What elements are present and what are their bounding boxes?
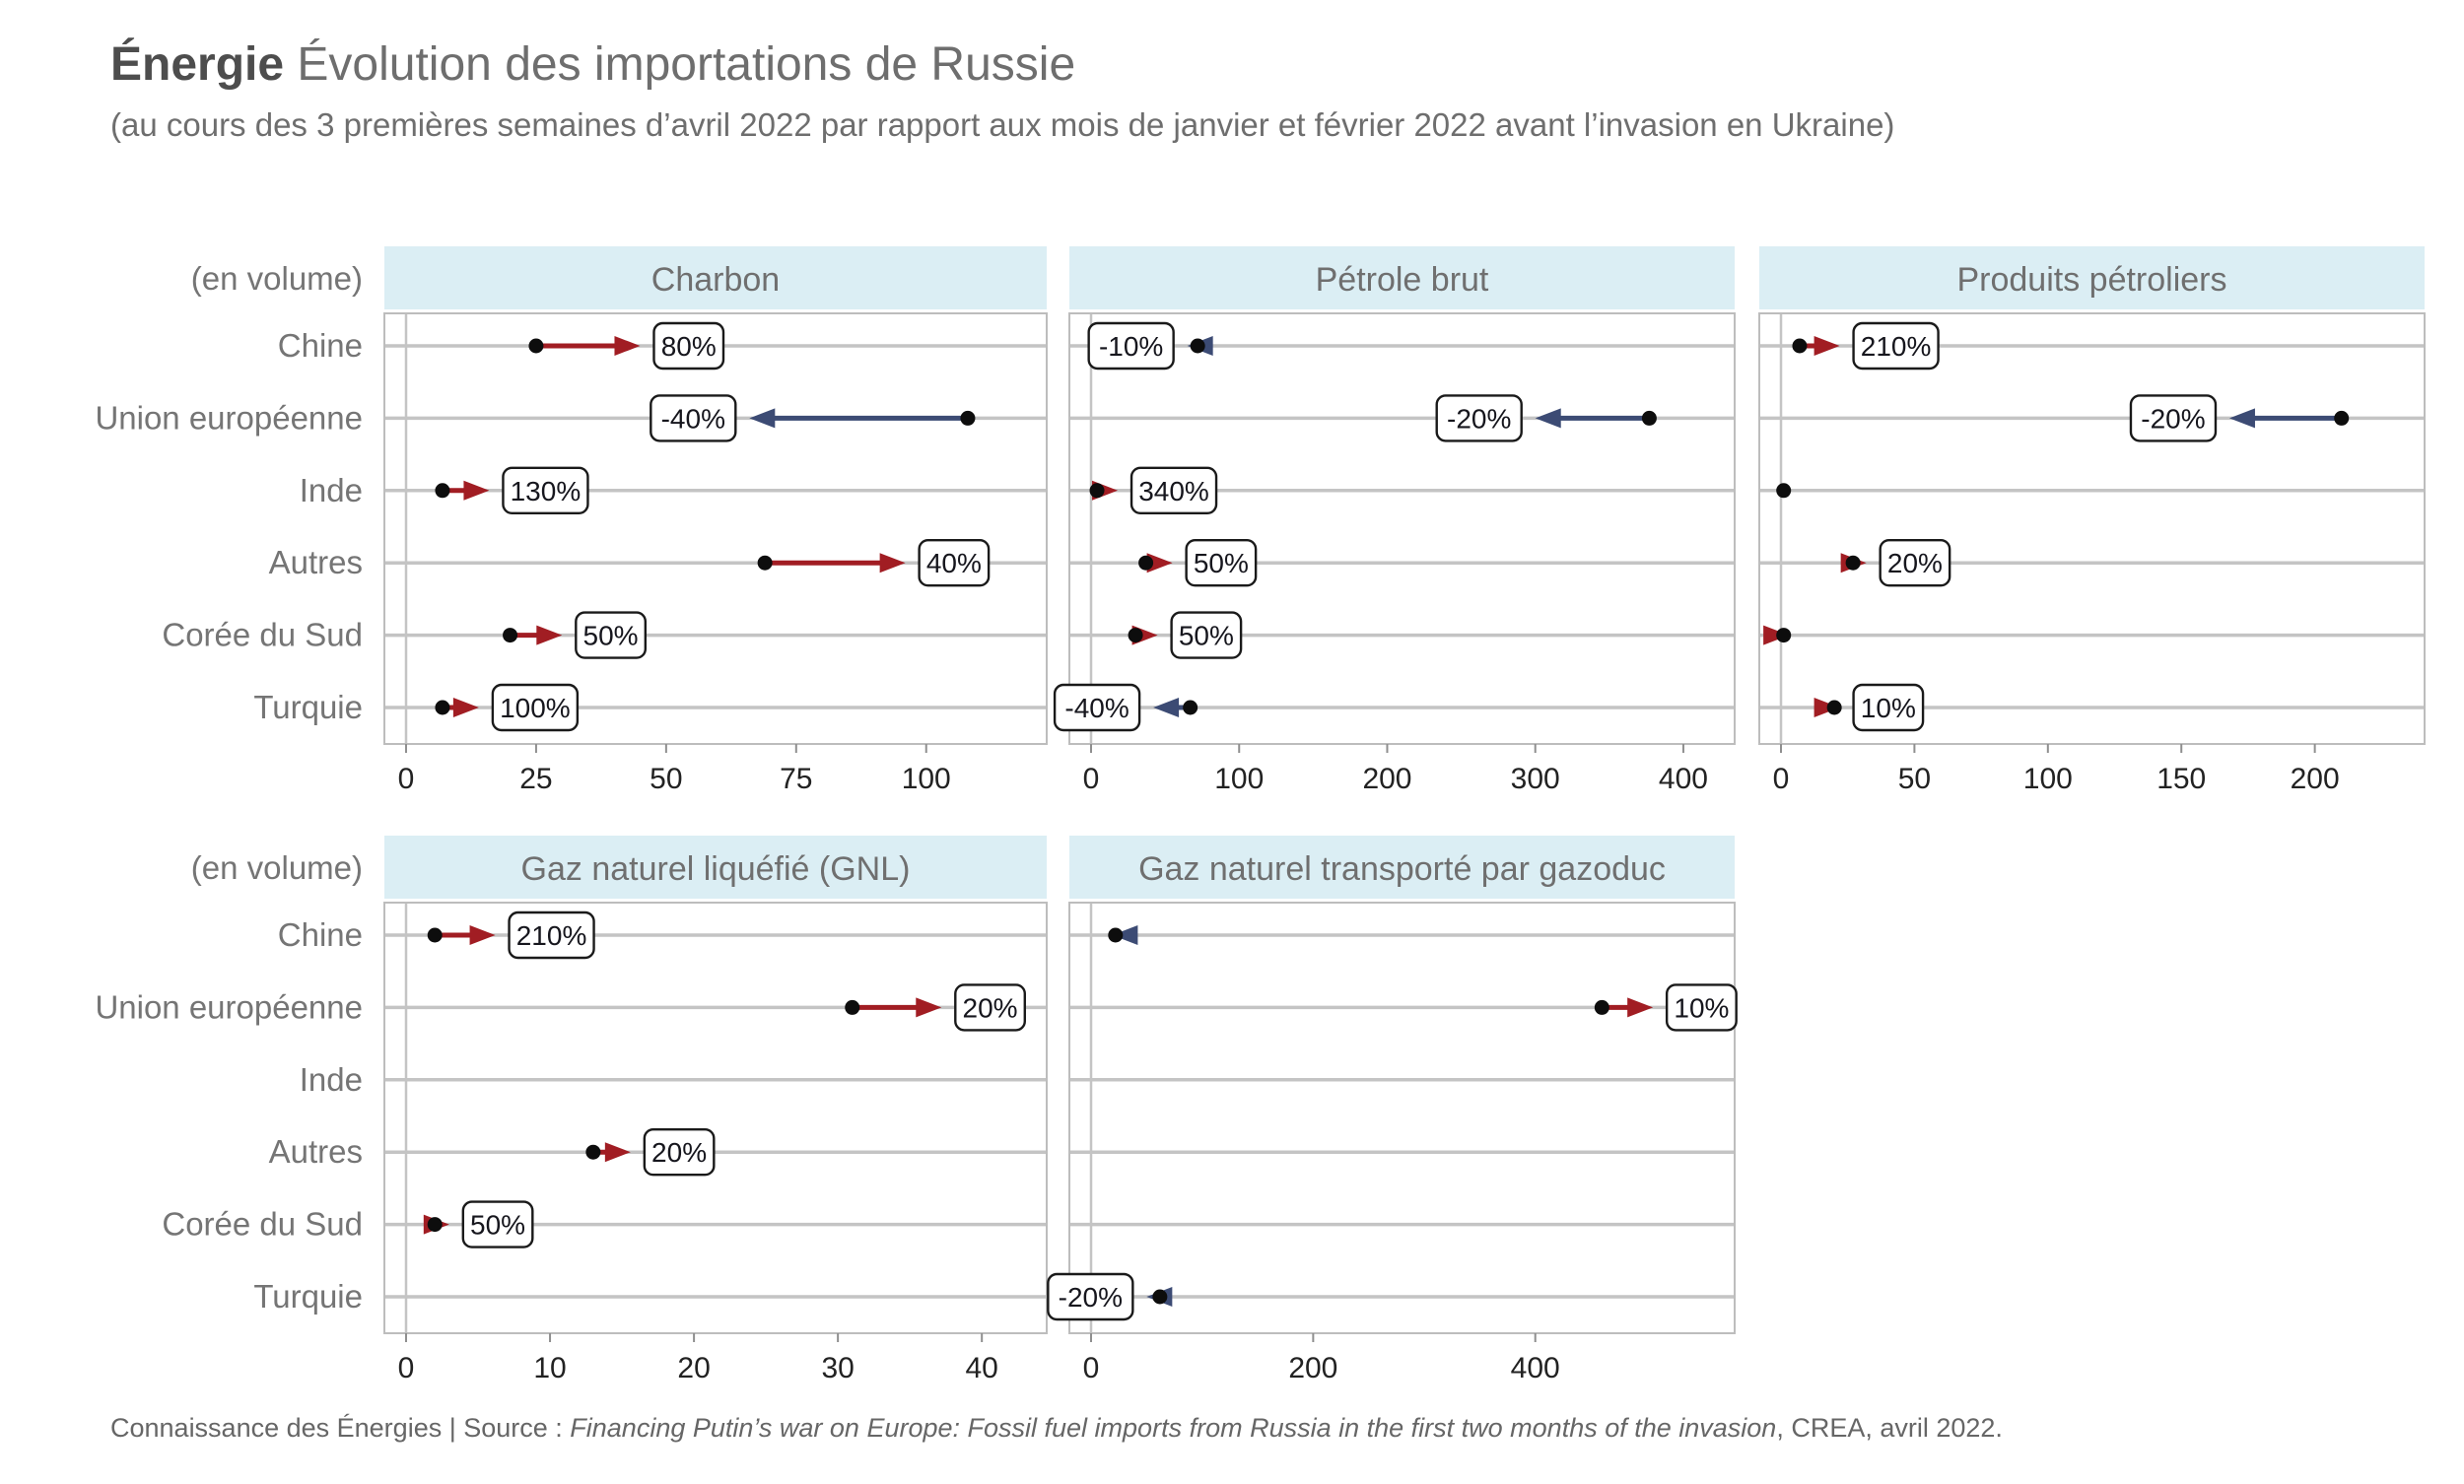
- start-dot: [435, 483, 449, 498]
- change-label: 80%: [660, 331, 717, 362]
- panel-title: Gaz naturel transporté par gazoduc: [1138, 850, 1666, 888]
- change-label: -20%: [2141, 403, 2206, 435]
- start-dot: [960, 411, 975, 426]
- change-label: -20%: [1447, 403, 1512, 435]
- change-label: -20%: [1058, 1282, 1124, 1313]
- change-label: -40%: [1064, 693, 1129, 723]
- start-dot: [585, 1145, 600, 1160]
- start-dot: [845, 1000, 859, 1015]
- change-label: 210%: [1860, 331, 1932, 362]
- tick-label: 400: [1658, 763, 1708, 795]
- start-dot: [1129, 628, 1143, 642]
- category-label: Corée du Sud: [162, 616, 363, 653]
- change-label: 10%: [1674, 992, 1730, 1024]
- data-point-autres: [585, 1129, 714, 1175]
- tick-label: 100: [2022, 763, 2073, 795]
- category-label: Union européenne: [95, 988, 363, 1026]
- panel-border: [384, 313, 1047, 744]
- category-label: Turquie: [253, 689, 363, 725]
- data-point-turquie: [1814, 685, 1924, 730]
- tick-label: 400: [1510, 1352, 1560, 1384]
- tick-label: 300: [1510, 763, 1560, 795]
- data-point-cor-e-du-sud: [1129, 613, 1242, 658]
- category-label: Chine: [277, 916, 363, 953]
- data-point-turquie: [1048, 1274, 1172, 1319]
- start-dot: [428, 1217, 443, 1232]
- arrow-head-icon: [2229, 408, 2255, 428]
- tick-label: 100: [1214, 763, 1265, 795]
- change-label: 20%: [962, 992, 1018, 1024]
- start-dot: [1792, 339, 1807, 354]
- panel-title: Charbon: [650, 261, 781, 299]
- tick-label: 25: [519, 763, 553, 795]
- arrow-head-icon: [749, 408, 775, 428]
- change-label: 10%: [1860, 693, 1916, 723]
- tick-label: 10: [533, 1352, 567, 1384]
- panel-title: Produits pétroliers: [1956, 261, 2227, 299]
- start-dot: [428, 928, 443, 943]
- arrow-head-icon: [453, 698, 479, 717]
- arrow-head-icon: [614, 336, 640, 356]
- tick-label: 0: [397, 1352, 415, 1384]
- data-point-inde: [1776, 483, 1791, 498]
- arrow-head-icon: [470, 925, 496, 945]
- arrow-head-icon: [605, 1142, 631, 1162]
- panel-border: [1759, 313, 2425, 744]
- source-suffix: , CREA, avril 2022.: [1776, 1413, 2003, 1443]
- change-label: 50%: [582, 620, 639, 651]
- page-title-bold: Énergie: [110, 38, 285, 91]
- start-dot: [1776, 628, 1791, 642]
- tick-label: 50: [650, 763, 683, 795]
- start-dot: [2334, 411, 2349, 426]
- panel-gaz-naturel-transport-par-gazoduc: [1048, 836, 1736, 1384]
- arrow-head-icon: [1153, 698, 1179, 717]
- start-dot: [528, 339, 543, 354]
- change-label: 40%: [925, 548, 982, 579]
- category-label: Union européenne: [95, 399, 363, 437]
- category-label: Inde: [299, 471, 363, 508]
- category-label: Corée du Sud: [162, 1205, 363, 1243]
- change-label: 20%: [1886, 548, 1943, 579]
- data-point-inde: [1090, 468, 1217, 513]
- change-label: 20%: [651, 1137, 708, 1169]
- arrow-head-icon: [1536, 408, 1561, 428]
- panel-p-trole-brut: [1055, 246, 1735, 795]
- change-label: 50%: [1178, 620, 1234, 651]
- change-label: 100%: [500, 693, 571, 723]
- source-title: Financing Putin’s war on Europe: Fossil fuel imports from Russia in the first two months of the invasion: [570, 1413, 1777, 1443]
- data-point-autres: [1138, 540, 1256, 585]
- arrow-head-icon: [1627, 997, 1653, 1017]
- tick-label: 0: [1082, 763, 1100, 795]
- data-point-chine: [1792, 323, 1938, 369]
- arrow-head-icon: [463, 481, 489, 501]
- tick-label: 20: [677, 1352, 711, 1384]
- start-dot: [1183, 701, 1198, 715]
- change-label: -10%: [1098, 331, 1164, 362]
- change-label: 50%: [470, 1209, 526, 1241]
- panel-produits-p-troliers: [1759, 246, 2425, 795]
- category-label: Chine: [277, 327, 363, 364]
- data-point-turquie: [1055, 685, 1198, 730]
- data-point-union-europ-enne: [1437, 395, 1657, 440]
- category-label: Autres: [268, 544, 363, 581]
- arrow-head-icon: [916, 997, 941, 1017]
- tick-label: 40: [965, 1352, 998, 1384]
- start-dot: [1595, 1000, 1609, 1015]
- tick-label: 100: [901, 763, 951, 795]
- axis-note: (en volume): [190, 260, 363, 297]
- source-footer: [110, 1413, 2003, 1444]
- tick-label: 200: [1288, 1352, 1338, 1384]
- data-point-union-europ-enne: [650, 395, 975, 440]
- data-point-autres: [1841, 540, 1951, 585]
- data-point-chine: [1089, 323, 1213, 369]
- arrow-head-icon: [1814, 336, 1840, 356]
- tick-label: 200: [1362, 763, 1412, 795]
- tick-label: 0: [1772, 763, 1790, 795]
- tick-label: 150: [2156, 763, 2207, 795]
- data-point-union-europ-enne: [845, 984, 1025, 1030]
- change-label: -40%: [660, 403, 725, 435]
- data-point-chine: [428, 912, 594, 958]
- data-point-cor-e-du-sud: [1763, 626, 1791, 645]
- axis-note: (en volume): [190, 849, 363, 886]
- data-point-chine: [528, 323, 723, 369]
- tick-label: 200: [2290, 763, 2340, 795]
- start-dot: [1138, 556, 1153, 571]
- tick-label: 0: [397, 763, 415, 795]
- start-dot: [1090, 483, 1105, 498]
- start-dot: [1191, 339, 1205, 354]
- source-prefix: Connaissance des Énergies | Source :: [110, 1413, 571, 1443]
- start-dot: [1108, 928, 1123, 943]
- panel-border: [1069, 903, 1735, 1333]
- data-point-union-europ-enne: [2131, 395, 2349, 440]
- start-dot: [758, 556, 773, 571]
- category-label: Autres: [268, 1133, 363, 1171]
- change-label: 340%: [1138, 475, 1209, 506]
- change-label: 210%: [515, 920, 587, 951]
- arrow-head-icon: [536, 626, 562, 645]
- tick-label: 75: [780, 763, 813, 795]
- tick-label: 30: [821, 1352, 855, 1384]
- start-dot: [1776, 483, 1791, 498]
- arrow-head-icon: [880, 553, 906, 573]
- panel-gaz-naturel-liqu-fi-gnl-: [384, 836, 1047, 1384]
- start-dot: [503, 628, 517, 642]
- data-point-autres: [758, 540, 989, 585]
- data-point-cor-e-du-sud: [424, 1202, 533, 1248]
- page-title-rest: Évolution des importations de Russie: [284, 38, 1076, 91]
- category-label: Inde: [299, 1060, 363, 1098]
- panel-border: [384, 903, 1047, 1333]
- page-subtitle: (au cours des 3 premières semaines d’avril 2022 par rapport aux mois de janvier et février 2022 avant l’invasion en Ukraine): [110, 106, 1895, 143]
- category-label: Turquie: [253, 1278, 363, 1315]
- tick-label: 0: [1082, 1352, 1100, 1384]
- start-dot: [435, 701, 449, 715]
- data-point-inde: [435, 468, 587, 513]
- tick-label: 50: [1897, 763, 1932, 795]
- panel-border: [1069, 313, 1735, 744]
- panel-charbon: [384, 246, 1047, 795]
- start-dot: [1642, 411, 1657, 426]
- data-point-turquie: [435, 685, 577, 730]
- start-dot: [1846, 556, 1861, 571]
- panel-title: Pétrole brut: [1315, 261, 1489, 299]
- data-point-chine: [1108, 925, 1137, 945]
- start-dot: [1827, 701, 1842, 715]
- change-label: 50%: [1193, 548, 1249, 579]
- panel-title: Gaz naturel liquéfié (GNL): [520, 850, 911, 888]
- change-label: 130%: [510, 475, 582, 506]
- start-dot: [1152, 1290, 1167, 1305]
